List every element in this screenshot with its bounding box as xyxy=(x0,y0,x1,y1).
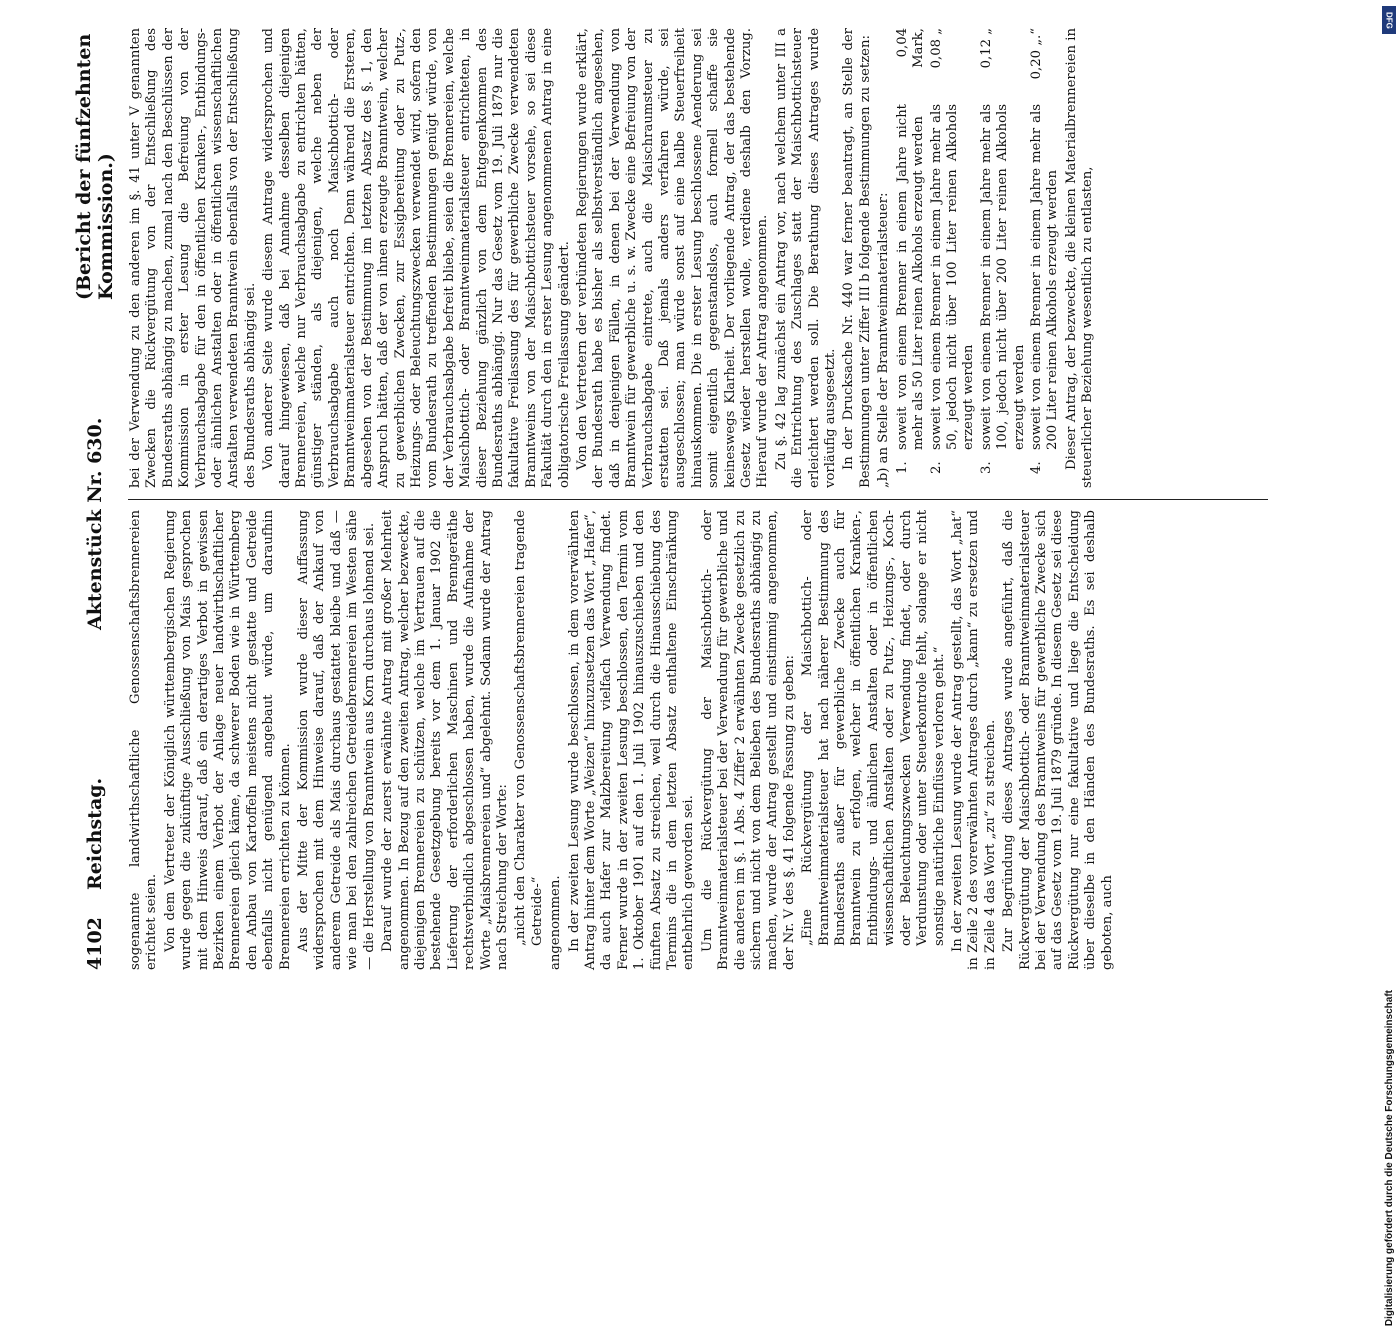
list-item xyxy=(895,28,928,474)
quotation: „nicht den Charakter von Genossenschaftsbrennereien tragende Getreide-“ xyxy=(513,510,545,946)
paragraph: Darauf wurde der zuerst erwähnte Antrag mit großer Mehrheit angenommen. In Bezug auf den zweiten Antrag, welcher bezweckte, diejenigen Brennereien zu schützen, welche im Vertrauen auf die bestehende Gesetzgebung bereits vor dem 1. Januar 1902 die Lieferung der erforderlichen Maschinen und Brenngeräthe rechtsverbindlich abgeschlossen haben, wurde die Aufnahme der Worte „Maisbrennereien und“ abgelehnt. Sodann wurde der Antrag nach Streichung der Worte: xyxy=(380,510,510,970)
paragraph: Von anderer Seite wurde diesem Antrage widersprochen und darauf hingewiesen, daß bei Annahme desselben diejenigen Brennereien, welche nur Verbrauchsabgabe zu entrichten hätten, günstiger ständen, als diejenigen, welche neben der Verbrauchsabgabe auch noch Maischbottich- oder Branntweinmaterialsteuer entrichten. Denn während die Ersteren, abgesehen von der Bestimmung im letzten Absatz des §. 1, den Anspruch hätten, daß der von ihnen erzeugte Branntwein, welcher zu gewerblichen Zwecken, zur Essigbereitung oder zu Putz-, Heizungs- oder Beleuchtungszwecken verwendet wird, sofern den vom Bundesrath zu treffenden Bestimmungen genügt würde, von der Verbrauchsabgabe befreit bliebe, seien die Brennereien, welche Maischbottich- oder Branntweinmaterialsteuer entrichteten, in dieser Beziehung gänzlich von dem Entgegenkommen des Bundesraths abhängig. Nur das Gesetz vom 19. Juli 1879 nur die fakultative Freilassung des für gewerbliche Zwecke verwendeten Branntweins von der Maischbottichsteuer vorsehe, so sei diese Fakultät durch den in erster Lesung angenommenen Antrag in eine obligatorische Freilassung geändert. xyxy=(261,28,572,488)
paragraph: sogenannte landwirthschaftliche Genossenschaftsbrennereien erichtet seien. xyxy=(128,510,160,970)
item-text: soweit von einem Brenner in einem Jahre mehr als 100, jedoch nicht über 200 Liter reinen Alkohols erzeugt werden xyxy=(978,104,1027,450)
paragraph: Von den Vertretern der verbündeten Regierungen wurde erklärt, der Bundesrath habe es bisher als selbstverständlich angesehen, daß in denjenigen Fällen, in denen bei der Verwendung von Branntwein für gewerbliche u. s. w. Zwecke eine Befreiung von der Verbrauchsabgabe eintrete, auch die Maischraumsteuer zu erstatten sei. Daß jemals anders verfahren würde, sei ausgeschlossen; man würde sonst auf eine halbe Steuerfreiheit hinauskommen. Die in erster Lesung beschlossene Aenderung sei somit eigentlich gegenstandslos, auch formell schaffe sie keineswegs Klarheit. Der vorliegende Antrag, der das bestehende Gesetz wieder herstellen wolle, verdiene deshalb den Vorzug. Hierauf wurde der Antrag angenommen. xyxy=(574,28,771,488)
paragraph: angenommen. xyxy=(548,875,564,970)
item-number: 2. xyxy=(928,461,944,474)
quotation: „Eine Rückvergütung der Maischbottich- oder Branntweinmaterialsteuer hat nach näherer Bestimmung des Bundesraths außer für gewerbliche Zwecke auch für Branntwein zu erfolgen, welcher in öffentlichen Kranken-, Entbindungs- und ähnlichen Anstalten oder in öffentlichen wissenschaftlichen Anstalten oder zu Putz-, Heizungs-, Koch- oder Beleuchtungszwecken Verwendung findet, oder durch Verdunstung oder unter Steuerkontrole fehlt, solange er nicht sonstige natürliche Einflüsse verloren geht.“ xyxy=(800,510,947,946)
item-text: soweit von einem Brenner in einem Jahre nicht mehr als 50 Liter reinen Alkohols erzeugt werden xyxy=(894,104,927,450)
paragraph: In der Drucksache Nr. 440 war ferner beantragt, an Stelle der Bestimmungen unter Ziffer III b folgende Bestimmungen zu setzen: xyxy=(841,28,873,488)
digitization-sidebar xyxy=(1380,0,1397,1326)
list-item xyxy=(929,28,978,474)
document-title: Aktenstück Nr. 630. xyxy=(84,417,106,630)
paragraph: Um die Rückvergütung der Maischbottich- oder Branntweinmaterialsteuer bei der Verwendung für gewerbliche und die anderen im §. 1 Abs. 4 Ziffer 2 erwähnten Zwecke gesetzlich zu sichern und nicht von dem Belieben des Bundesraths abhängig zu machen, wurde der Antrag gestellt und einstimmig angenommen, der Nr. V des §. 41 folgende Fassung zu geben: xyxy=(699,510,797,970)
paragraph: bei der Verwendung zu den anderen im §. 41 unter V genannten Zwecken die Rückvergütung von der Entschließung des Bundesraths abhängig zu machen, zumal nach den Beschlüssen der Kommission in erster Lesung die Befreiung von der Verbrauchsabgabe für den in öffentlichen Kranken-, Entbindungs- oder ähnlichen Anstalten oder in öffentlichen wissenschaftlichen Anstalten verwendeten Branntwein ebenfalls von der Entschließung des Bundesraths abhängig sei. xyxy=(128,28,258,488)
list-item xyxy=(1029,28,1062,474)
paragraph: In der zweiten Lesung wurde beschlossen, in dem vorerwähnten Antrag hinter dem Worte „Weizen“ hinzuzusetzen das Wort „Hafer“, da auch Hafer zur Malzbereitung vielfach Verwendung findet. Ferner wurde in der zweiten Lesung beschlossen, den Termin vom 1. Oktober 1901 auf den 1. Juli 1902 hinauszuschieben und den fünften Absatz zu streichen, weil durch die Hinausschiebung des Termins die in dem letzten Absatz enthaltene Einschränkung entbehrlich geworden sei. xyxy=(566,510,697,970)
list-item xyxy=(979,28,1028,474)
text-column-left xyxy=(128,510,1118,970)
page-header xyxy=(73,30,117,970)
item-number: 1. xyxy=(894,461,910,474)
paragraph: Aus der Mitte der Kommission wurde dieser Auffassung widersprochen mit dem Hinweise darauf, daß der Ankauf von anderem Getreide als Mais durchaus gestattet bleibe und daß — wie man bei den zahlreichen Getreidebrennereien im Westen sähe — die Herstellung von Branntwein aus Korn durchaus lohnend sei. xyxy=(296,510,377,970)
paragraph: Zu §. 42 lag zunächst ein Antrag vor, nach welchem unter III a die Entrichtung des Zuschlages statt der Maischbottichsteuer erleichtert werden soll. Die Berathung dieses Antrages wurde vorläufig ausgesetzt. xyxy=(773,28,839,488)
item-number: 4. xyxy=(1028,461,1044,474)
item-number: 3. xyxy=(978,461,994,474)
funding-notice: Digitalisierung gefördert durch die Deutsche Forschungsgemeinschaft xyxy=(1384,990,1395,1326)
list-heading: „b) an Stelle der Branntweinmaterialsteuer: xyxy=(876,192,892,488)
page-number: 4102 xyxy=(84,917,106,970)
paragraph: Von dem Vertreter der Königlich württembergischen Regierung wurde gegen die zukünftige Ausschließung von Mais gesprochen mit dem Hinweis darauf, daß ein derartiges Verbot in gewissen Bezirken einem Verbot der Anlage neuer landwirthschaftlicher Brennereien gleich käme, da schwerer Boden wie in Württemberg den Anbau von Kartoffeln meistens nicht gestatte und Getreide ebenfalls nicht genügend angebaut würde, um daraufhin Brennereien errichten zu können. xyxy=(162,510,293,970)
dfg-logo: DFG xyxy=(1382,6,1396,34)
paragraph: Dieser Antrag, der bezweckte, die kleinen Materialbrennereien in steuerlicher Beziehung wesentlich zu entlasten, xyxy=(1063,28,1096,488)
paragraph: Zur Begründung dieses Antrages wurde angeführt, daß die Rückvergütung der Maischbottich- oder Branntweinmaterialsteuer bei der Verwendung des Branntweins für gewerbliche Zwecke sich auf das Gesetz vom 19. Juli 1879 gründe. In diesem Gesetz sei diese Rückvergütung nur eine fakultative und liege die Entscheidung über dieselbe in den Händen des Bundesraths. Es sei deshalb geboten, auch xyxy=(1001,510,1115,970)
institution-name: Reichstag. xyxy=(84,777,106,890)
report-title: (Bericht der fünfzehnten Kommission.) xyxy=(73,33,117,300)
item-amount: 0,12 „ xyxy=(978,28,994,69)
item-amount: 0,20 „.“ xyxy=(1028,28,1044,80)
item-text: soweit von einem Brenner in einem Jahre mehr als 50, jedoch nicht über 100 Liter reinen Alkohols erzeugt werden xyxy=(928,104,977,450)
item-text: soweit von einem Brenner in einem Jahre mehr als 200 Liter reinen Alkohols erzeugt werden xyxy=(1028,104,1061,450)
item-amount: 0,04 Mark, xyxy=(894,28,927,68)
text-column-right xyxy=(128,28,1099,488)
tax-rate-list xyxy=(895,28,1062,474)
column-divider xyxy=(128,499,1268,500)
item-amount: 0,08 „ xyxy=(928,28,944,69)
paragraph: In der zweiten Lesung wurde der Antrag gestellt, das Wort „hat“ in Zeile 2 des vorerwähnten Antrages durch „kann“ zu ersetzen und in Zeile 4 das Wort „zu“ zu streichen. xyxy=(949,510,998,970)
